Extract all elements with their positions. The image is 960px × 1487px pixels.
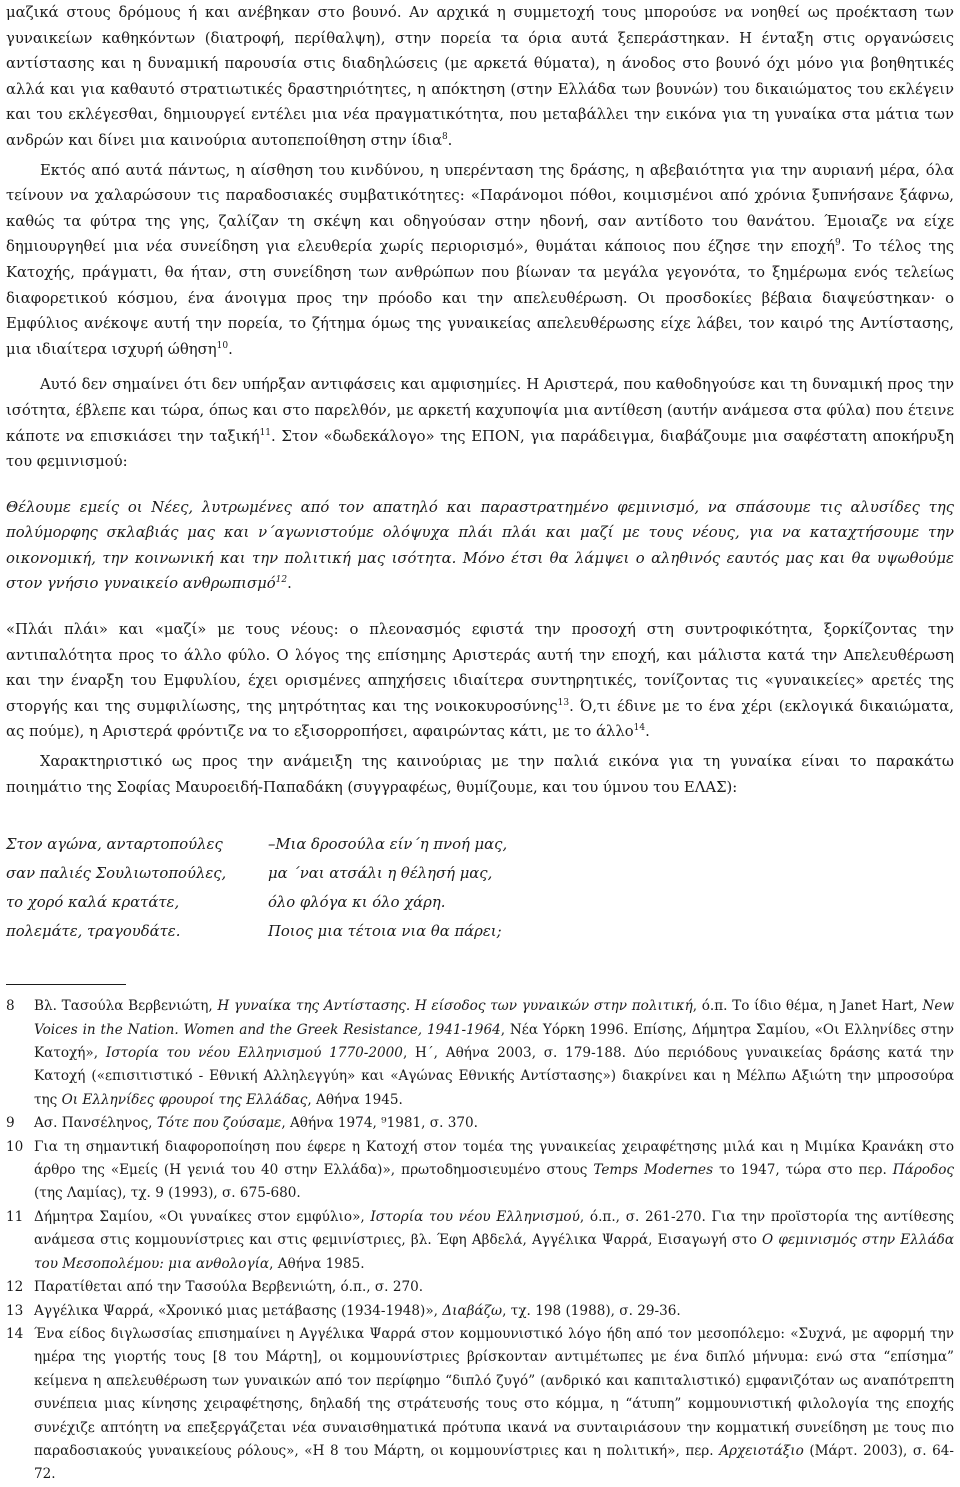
- footnote-segment: , ό.π., σ. 261-270. Για την προϊστορία της αντίθεσης ανάμεσα στις κομμουνίστριες και στις φεμινίστριες, βλ. Έφη Αβδελά, Αγγέλικα Ψαρρά, Εισαγωγή στο: [34, 1208, 955, 1249]
- footnote-segment: , Αθήνα 1945.: [307, 1091, 403, 1108]
- poem-line: –Μια δροσούλα είν΄η πνοή μας,: [268, 836, 508, 854]
- footnote-title: Η γυναίκα της Αντίστασης. Η είσοδος των γυναικών στην πολιτική: [217, 998, 693, 1015]
- footnote-number: 11: [6, 1208, 24, 1225]
- footnote-title: Οι Ελληνίδες φρουροί της Ελλάδας: [61, 1091, 308, 1108]
- footnote-11: [6, 1206, 954, 1276]
- footnote-segment: , Αθήνα 1985.: [269, 1255, 365, 1272]
- footnote-13: [6, 1300, 954, 1323]
- poem-line: σαν παλιές Σουλιωτοπούλες,: [6, 865, 227, 883]
- footnote-segment: , Η΄, Αθήνα 2003, σ. 179-188. Δύο περιόδους γυναικείας δράσης κατά την Κατοχή («επισιτιστικό - Εθνική Αλληλεγγύη» και «Αγώνας Εθνικής Αντίστασης») διακρίνει και η Μέλπω Αξιώτη την μπροσούρα της: [34, 1045, 954, 1108]
- paragraph-continued: μαζικά στους δρόμους ή και ανέβηκαν στο βουνό. Αν αρχικά η συμμετοχή τους μπορούσε να νοηθεί ως προέκταση των γυναικείων καθηκόντων (διατροφή, περίθαλψη), στην πορεία τα όρια αυτά ξεπεράστηκαν. Η ένταξη στις οργανώσεις αντίστασης και η δυναμική παρουσία στις διαδηλώσεις (με αρκετά θύματα), η άνοδος στο βουνό όχι μόνο για βοηθητικές αλλά και για καθαυτό στρατιωτικές δραστηριότητες, η απόκτηση (στην Ελλάδα των βουνών) του δικαιώματος του εκλέγειν και του εκλέγεσθαι, δημιουργεί εντέλει μια νέα πραγματικότητα, που μεταβάλλει την εικόνα για τη γυναίκα στα μάτια των ανδρών και δίνει μια καινούρια αυτοπεποίθηση στην ίδια$^8$.: [6, 4, 954, 149]
- footnote-title: Ιστορία του νέου Ελληνισμού 1770-2000: [105, 1045, 403, 1062]
- footnote-segment: Δήμητρα Σαμίου, «Οι γυναίκες στον εμφύλιο»,: [34, 1208, 371, 1225]
- footnote-number: 10: [6, 1138, 24, 1155]
- footnote-title: Διαβάζω: [442, 1302, 503, 1319]
- footnote-ref-9[interactable]: 9: [835, 238, 841, 249]
- poem: [6, 830, 954, 946]
- footnote-number: 14: [6, 1325, 24, 1342]
- footnote-text: [34, 1112, 954, 1135]
- footnote-8: [6, 995, 954, 1112]
- footnote-segment: το 1947, τώρα στο περ.: [713, 1162, 893, 1179]
- footnote-number: 13: [6, 1302, 24, 1319]
- poem-line: μα ΄ναι ατσάλι η θέλησή μας,: [268, 865, 493, 883]
- footnote-segment: , Αθήνα 1974, ⁹1981, σ. 370.: [281, 1115, 478, 1132]
- footnote-segment: Ασ. Πανσέληνος,: [34, 1115, 157, 1132]
- poem-line: πολεμάτε, τραγουδάτε.: [6, 923, 181, 941]
- footnotes: [6, 995, 954, 1487]
- footnote-number: 9: [6, 1115, 15, 1132]
- footnote-title: Αρχειοτάξιο: [719, 1442, 804, 1459]
- epon-quote: Θέλουμε εμείς οι Νέες, λυτρωμένες από τον απατηλό και παραστρατημένο φεμινισμό, να σπάσουμε τις αλυσίδες της πολύμορφης σκλαβιάς μας και ν΄αγωνιστούμε ολόψυχα πλάι πλάι και μαζί με τους νέους, για να καταχτήσουμε την οικονομική, την κοινωνική και την πολιτική μας ισότητα. Μόνο έτσι θα λάμψει ο αληθινός εαυτός μας και θα υψωθούμε στον γνήσιο γυναικείο ανθρωπισμό$^{12}$.: [6, 498, 954, 593]
- footnote-text: [34, 1206, 954, 1276]
- footnote-text: [34, 995, 954, 1112]
- document-page: [6, 0, 954, 1487]
- poem-line: όλο φλόγα κι όλο χάρη.: [268, 894, 446, 912]
- footnote-title: New Voices in the Nation. Women and the Greek Resistance, 1941-1964: [34, 998, 954, 1038]
- footnote-title: Ο φεμινισμός στην Ελλάδα του Μεσοπολέμου: μια ανθολογία: [34, 1232, 954, 1272]
- poem-stanza-left: [6, 830, 268, 946]
- footnote-divider: [6, 984, 126, 985]
- footnote-segment: , τχ. 198 (1988), σ. 29-36.: [502, 1302, 681, 1319]
- paragraph-poem-intro: Χαρακτηριστικό ως προς την ανάμειξη της καινούριας με την παλιά εικόνα για τη γυναίκα είναι το παρακάτω ποιημάτιο της Σοφίας Μαυροειδή-Παπαδάκη (συγγραφέως, θυμίζουμε, και του ύμνου του ΕΛΑΣ):: [6, 753, 954, 796]
- footnote-10: [6, 1136, 954, 1206]
- footnote-ref-11[interactable]: 11: [259, 427, 272, 438]
- footnote-12: [6, 1276, 954, 1299]
- footnote-ref-8[interactable]: 8: [441, 131, 448, 142]
- footnote-title: Τότε που ζούσαμε: [156, 1115, 282, 1132]
- footnote-segment: Παρατίθεται από την Τασούλα Βερβενιώτη, ό.π., σ. 270.: [34, 1279, 424, 1296]
- footnote-text: [34, 1136, 954, 1206]
- footnote-ref-14[interactable]: 14: [633, 723, 646, 734]
- footnote-number: 12: [6, 1279, 24, 1296]
- poem-line: Στον αγώνα, ανταρτοπούλες: [6, 836, 223, 854]
- poem-stanza-right: [268, 830, 507, 946]
- paragraph-contradictions: Αυτό δεν σημαίνει ότι δεν υπήρξαν αντιφάσεις και αμφισημίες. Η Αριστερά, που καθοδηγούσε και τη δυναμική προς την ισότητα, έβλεπε και τώρα, όπως και στο παρελθόν, με αρκετή καχυποψία μια αντίθεση (αυτήν ανάμεσα στα φύλα) που έτεινε κάποτε να επισκιάσει την ταξική$^{11}$. Στον «δωδεκάλογο» της ΕΠΟΝ, για παράδειγμα, διαβάζουμε μια σαφέστατη αποκήρυξη του φεμινισμού:: [6, 376, 954, 471]
- footnote-9: [6, 1112, 954, 1135]
- footnote-title: Πάροδος: [892, 1162, 954, 1179]
- footnote-segment: Για τη σημαντική διαφοροποίηση που έφερε η Κατοχή στον τομέα της γυναικείας χειραφέτησης μιλά και η Μιμίκα Κρανάκη στο άρθρο της «Εμείς (Η γενιά του 40 στην Ελλάδα)», πρωτοδημοσιευμένο στους: [34, 1138, 954, 1179]
- paragraph-side-by-side: «Πλάι πλάι» και «μαζί» με τους νέους: ο πλεονασμός εφιστά την προσοχή στη συντροφικότητα, ξορκίζοντας την αντιπαλότητα προς το άλλο φύλο. Ο λόγος της επίσημης Αριστεράς αυτή την εποχή, και μάλιστα κατά την Απελευθέρωση και την έναρξη του Εμφυλίου, έχει ορισμένες απηχήσεις ιδιαίτερα συντηρητικές, τονίζοντας τις «γυναικείες» αρετές της στοργής και της συμφιλίωσης, της μητρότητας και της νοικοκυροσύνης$^{13}$. Ό,τι έδινε με το ένα χέρι (εκλογικά δικαιώματα, ας πούμε), η Αριστερά φρόντιζε να το εξισορροπήσει, αφαιρώντας κάτι, με το άλλο$^{14}$.: [6, 621, 954, 741]
- footnote-text: [34, 1300, 954, 1323]
- footnote-segment: Ένα είδος διγλωσσίας επισημαίνει η Αγγέλικα Ψαρρά στον κομμουνιστικό λόγο ήδη από τον μεσοπόλεμο: «Συχνά, με αφορμή την ημέρα της γιορτής τους [8 του Μάρτη], οι κομμουνίστριες βρίσκονταν αντιμέτωπες με ένα διπλό μήνυμα: ενώ στα “επίσημα” κείμενα η απελευθέρωση των γυναικών από τον περίφημο “διπλό ζυγό” (ανδρικό και καπιταλιστικό) εμφανιζόταν ως αναπότρεπτη συνέπεια μιας κίνησης χειραφέτησης, δηλαδή της στράτευσής τους στο κόμμα, η “άτυπη” κομμουνιστική φιλολογία της εποχής συνέχιζε απτόητη να επεξεργάζεται νέα συναισθηματικά πρότυπα ικανά να συνταιριάσουν την κομματική συνείδηση με τους πιο παραδοσιακούς γυναικείους ρόλους», «Η 8 του Μάρτη, οι κομμουνίστριες και η πολιτική», περ.: [34, 1325, 954, 1459]
- footnote-segment: (Μάρτ. 2003), σ. 64-72.: [34, 1442, 954, 1483]
- footnote-text: [34, 1276, 954, 1299]
- footnote-number: 8: [6, 998, 15, 1015]
- footnote-title: Temps Modernes: [593, 1162, 714, 1179]
- footnote-segment: , Νέα Υόρκη 1996. Επίσης, Δήμητρα Σαμίου, «Οι Ελληνίδες στην Κατοχή»,: [34, 1021, 955, 1062]
- footnote-segment: Αγγέλικα Ψαρρά, «Χρονικό μιας μετάβασης (1934-1948)»,: [34, 1302, 443, 1319]
- poem-line: Ποιος μια τέτοια νια θα πάρει;: [268, 923, 502, 941]
- footnote-ref-10[interactable]: 10: [216, 340, 229, 351]
- footnote-ref-13[interactable]: 13: [557, 697, 570, 708]
- footnote-14: [6, 1323, 954, 1487]
- footnote-segment: Βλ. Τασούλα Βερβενιώτη,: [34, 998, 218, 1015]
- footnote-segment: (της Λαμίας), τχ. 9 (1993), σ. 675-680.: [34, 1185, 301, 1202]
- footnote-segment: , ό.π. Το ίδιο θέμα, η Janet Hart,: [692, 998, 923, 1015]
- poem-line: το χορό καλά κρατάτε,: [6, 894, 180, 912]
- paragraph-risk-and-conventions: Εκτός από αυτά πάντως, η αίσθηση του κινδύνου, η υπερένταση της δράσης, η αβεβαιότητα για την αυριανή μέρα, όλα τείνουν να χαλαρώσουν τις παραδοσιακές συμβατικότητες: «Παράνομοι πόθοι, κοιμισμένοι από χρόνια ξυπνήσανε ξάφνω, καθώς τα φύτρα της γης, ζαλίζαν τη σκέψη και οδηγούσαν στην ηδονή, σαν αντίδοτο του θανάτου. Έμοιαζε να είχε δημιουργηθεί μια νέα συνείδηση για ελευθερία χωρίς περιορισμό», θυμάται κάποιος που έζησε την εποχή$^9$. Το τέλος της Κατοχής, πράγματι, θα ήταν, στη συνείδηση των ανθρώπων που βίωναν τα μεγάλα γεγονότα, το ξημέρωμα ενός τελείως διαφορετικού κόσμου, ένα άνοιγμα προς την πρόοδο και την απελευθέρωση. Οι προσδοκίες βέβαια διαψεύστηκαν· ο Εμφύλιος ανέκοψε αυτή την πορεία, το ζήτημα όμως της γυναικείας απελευθέρωσης είχε λάβει, τον καιρό της Αντίστασης, μια ιδιαίτερα ισχυρή ώθηση$^{10}$.: [6, 161, 954, 358]
- footnote-ref-12[interactable]: 12: [275, 575, 288, 586]
- footnote-text: [34, 1323, 954, 1487]
- footnote-title: Ιστορία του νέου Ελληνισμού: [370, 1208, 580, 1225]
